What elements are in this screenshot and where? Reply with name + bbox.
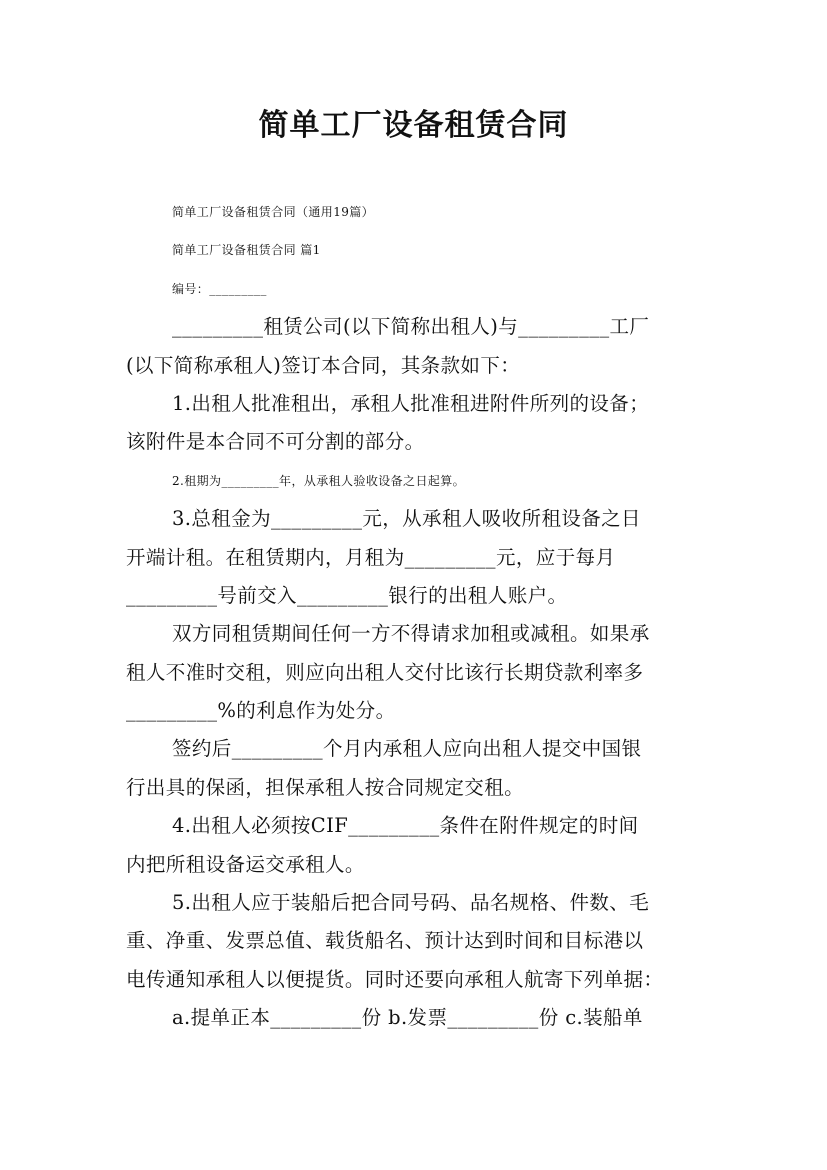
- section-heading: 简单工厂设备租赁合同 篇1: [172, 243, 321, 258]
- paragraph-line: 双方同租赁期间任何一方不得请求加租或减租。如果承: [172, 622, 650, 646]
- paragraph-line: 3.总租金为_________元，从承租人吸收所租设备之日: [172, 507, 641, 531]
- paragraph-line: 该附件是本合同不可分割的部分。: [126, 430, 425, 454]
- paragraph-line: 电传通知承租人以便提货。同时还要向承租人航寄下列单据：: [126, 967, 664, 991]
- contract-number: 编号：_________: [172, 281, 267, 296]
- paragraph-line: 行出具的保函，担保承租人按合同规定交租。: [126, 775, 525, 799]
- paragraph-line: _________租赁公司(以下简称出租人)与_________工厂: [172, 315, 650, 339]
- paragraph-line: 5.出租人应于装船后把合同号码、品名规格、件数、毛: [172, 891, 650, 915]
- paragraph-line: 租人不准时交租，则应向出租人交付比该行长期贷款利率多: [126, 660, 644, 684]
- paragraph-line: _________%的利息作为处分。: [126, 699, 396, 723]
- paragraph-line: 签约后_________个月内承租人应向出租人提交中国银: [172, 737, 642, 761]
- paragraph-line: (以下简称承租人)签订本合同，其条款如下：: [126, 353, 521, 377]
- document-title: 简单工厂设备租赁合同: [258, 108, 569, 143]
- paragraph-line: 内把所租设备运交承租人。: [126, 852, 365, 876]
- paragraph-line: 2.租期为_________年，从承租人验收设备之日起算。: [172, 473, 466, 488]
- paragraph-line: 重、净重、发票总值、载货船名、预计达到时间和目标港以: [126, 929, 644, 953]
- paragraph-line: a.提单正本_________份 b.发票_________份 c.装船单: [172, 1006, 643, 1030]
- doc-subtitle: 简单工厂设备租赁合同（通用19篇）: [172, 205, 375, 219]
- paragraph-line: 1.出租人批准租出，承租人批准租进附件所列的设备；: [172, 391, 650, 415]
- paragraph-line: 4.出租人必须按CIF_________条件在附件规定的时间: [172, 814, 639, 838]
- document-body: [126, 193, 701, 1038]
- paragraph-line: _________号前交入_________银行的出租人账户。: [126, 583, 568, 607]
- paragraph-line: 开端计租。在租赁期内，月租为_________元，应于每月: [126, 545, 616, 569]
